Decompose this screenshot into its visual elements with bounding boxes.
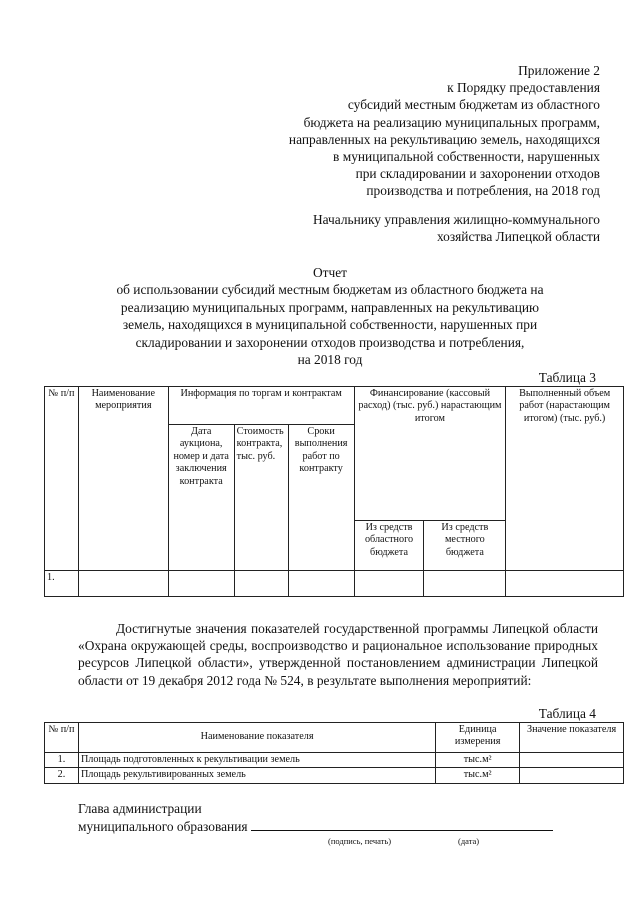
table3-header-done: Выполненный объем работ (нарастающим итогом) (тыс. руб.) (506, 387, 624, 571)
appendix-line: субсидий местным бюджетам из областного (347, 97, 600, 113)
table-row (45, 753, 624, 768)
paragraph-text: Достигнутые значения показателей государственной программы Липецкой области «Охрана окружающей среды, воспроизводство и рациональное использование природных ресурсов Липецкой области», утвержденной постановлением администрации Липецкой области от 19 декабря 2012 года № 524, в результате выполнения мероприятий: (78, 621, 598, 688)
table4-header-name: Наименование показателя (78, 723, 435, 753)
table-cell (354, 571, 424, 597)
table4-caption: Таблица 4 (538, 706, 596, 721)
table3 (44, 386, 624, 597)
table3-row1-num: 1. (45, 571, 79, 597)
table3-header-cost: Стоимость контракта, тыс. руб. (234, 425, 288, 571)
table-cell (168, 571, 234, 597)
appendix-line: направленных на рекультивацию земель, находящихся (288, 131, 600, 147)
table4-row-value (520, 768, 624, 783)
table-cell (424, 571, 506, 597)
signature-field-line (251, 818, 553, 831)
table4-row-num: 1. (45, 753, 79, 768)
table4-header-value: Значение показателя (520, 723, 624, 753)
appendix-line: при складировании и захоронении отходов (355, 166, 600, 182)
table-row (45, 571, 624, 597)
addressee (180, 211, 600, 245)
table4 (44, 722, 624, 784)
table4-header-num: № п/п (45, 723, 79, 753)
table3-caption: Таблица 3 (538, 370, 596, 385)
signature-line2: муниципального образования (78, 818, 248, 834)
table-cell (234, 571, 288, 597)
table4-row-value (520, 753, 624, 768)
appendix-line: бюджета на реализацию муниципальных программ, (303, 114, 600, 130)
table4-row-name: Площадь подготовленных к рекультивации земель (78, 753, 435, 768)
report-title-line: Отчет (312, 265, 348, 280)
date-hint: (дата) (458, 836, 480, 846)
table3-header-date: Дата аукциона, номер и дата заключения контракта (168, 425, 234, 571)
table-cell (78, 571, 168, 597)
appendix-line: к Порядку предоставления (447, 80, 600, 96)
signature-line1: Глава администрации (78, 801, 202, 816)
table3-header-fin-local: Из средств местного бюджета (424, 521, 506, 571)
appendix-line: в муниципальной собственности, нарушенных (333, 149, 600, 165)
table-cell (288, 571, 354, 597)
addressee-line: Начальнику управления жилищно-коммунального (312, 212, 600, 227)
report-title-line: земель, находящихся в муниципальной собственности, нарушенных при (122, 317, 538, 333)
table4-row-unit: тыс.м² (436, 768, 520, 783)
table4-row-name: Площадь рекультивированных земель (78, 768, 435, 783)
table3-header-info: Информация по торгам и контрактам (168, 387, 354, 425)
table4-row-unit: тыс.м² (436, 753, 520, 768)
report-title-line: об использовании субсидий местным бюджетам из областного бюджета на (116, 282, 544, 298)
appendix-line: Приложение 2 (518, 63, 600, 78)
achievements-paragraph (78, 620, 598, 689)
appendix-header (180, 62, 600, 200)
report-title-line: реализацию муниципальных программ, направленных на рекультивацию (120, 299, 540, 315)
table-row (45, 768, 624, 783)
table3-header-terms: Сроки выполнения работ по контракту (288, 425, 354, 571)
table4-row-num: 2. (45, 768, 79, 783)
report-title-line: на 2018 год (297, 352, 363, 368)
signature-block (78, 800, 553, 835)
report-title-line: складировании и захоронении отходов производства и потребления, (135, 334, 525, 350)
signature-hint: (подпись, печать) (328, 836, 392, 846)
report-title (60, 264, 600, 368)
table3-header-financing: Финансирование (кассовый расход) (тыс. руб.) нарастающим итогом (354, 387, 506, 521)
appendix-line: производства и потребления, на 2018 год (366, 183, 600, 199)
table-cell (506, 571, 624, 597)
table3-header-fin-regional: Из средств областного бюджета (354, 521, 424, 571)
addressee-line: хозяйства Липецкой области (436, 229, 600, 245)
table3-header-name: Наименование мероприятия (78, 387, 168, 571)
table4-header-unit: Единица измерения (436, 723, 520, 753)
table3-header-num: № п/п (45, 387, 79, 571)
